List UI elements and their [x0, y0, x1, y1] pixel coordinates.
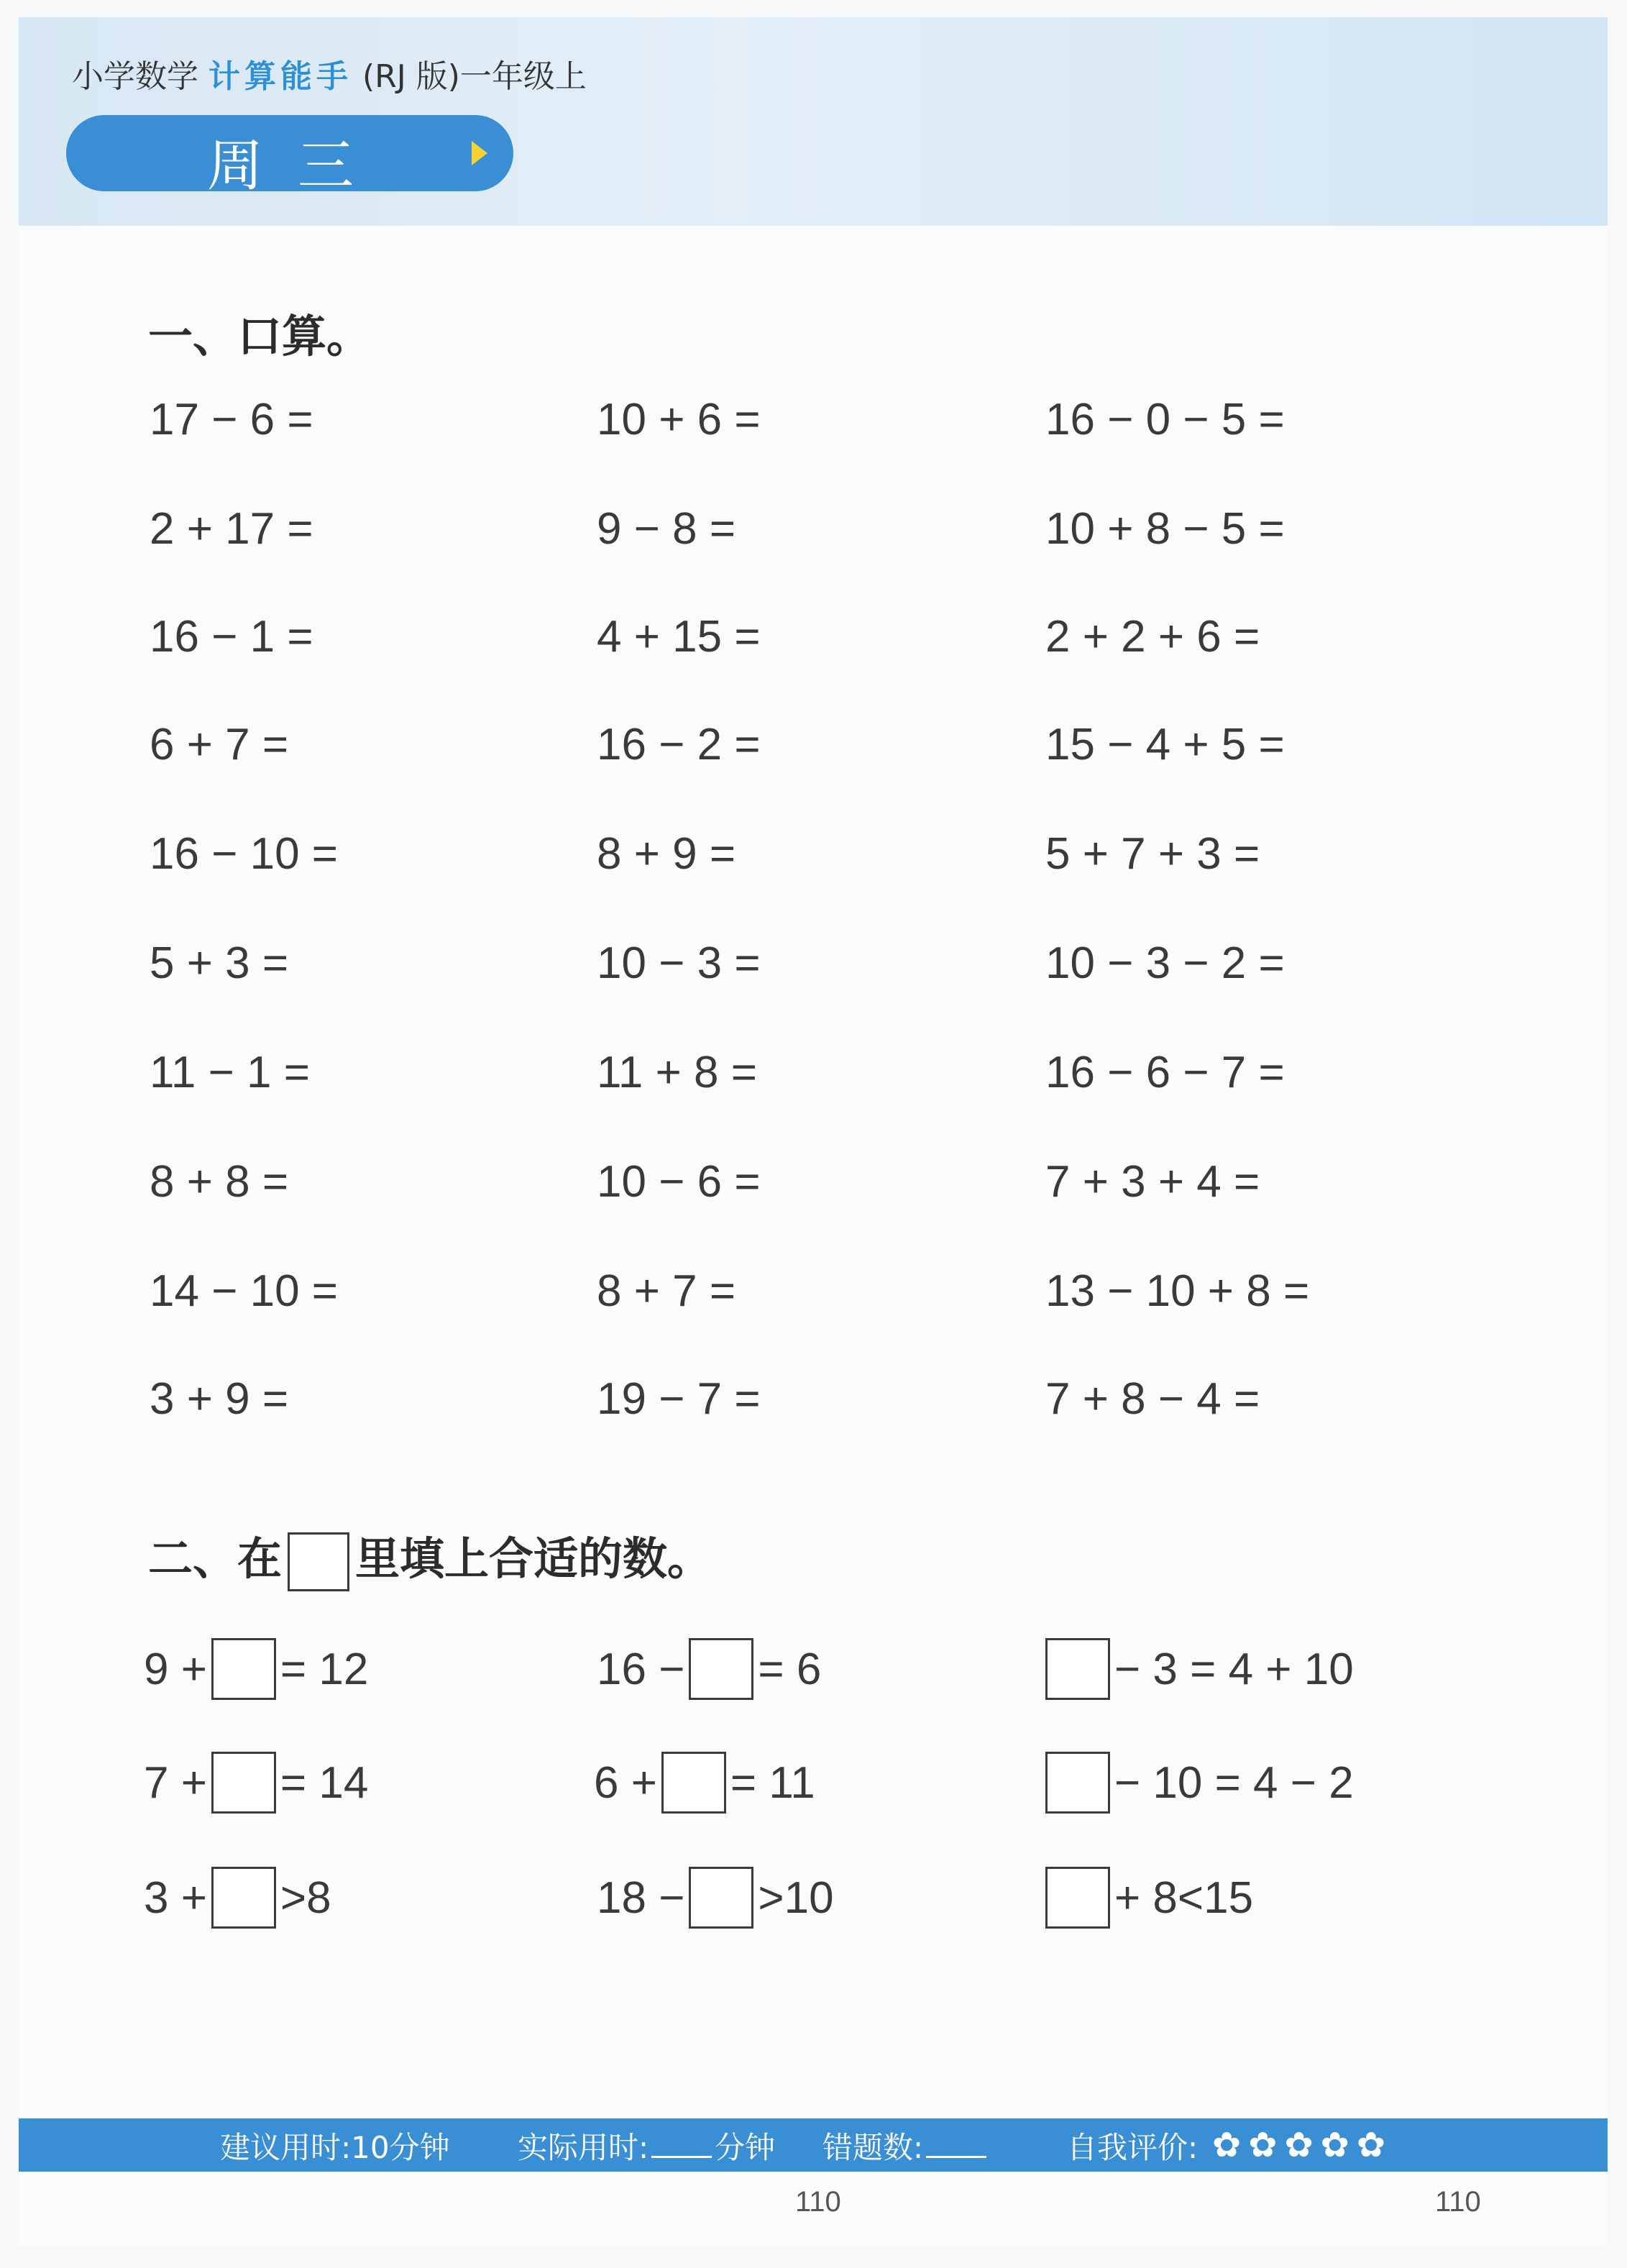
book-brand: 计算能手 — [208, 58, 352, 95]
self-evaluation-label: 自我评价: — [1067, 2130, 1199, 2165]
mental-math-problem: 10 + 8 − 5 = — [1045, 504, 1285, 554]
section-2-title-after: 里填上合适的数。 — [355, 1532, 712, 1585]
page-number-right: 110 — [1435, 2186, 1481, 2218]
fill-before: 3 + — [144, 1873, 207, 1923]
fill-in-problem — [597, 1865, 834, 1930]
answer-box[interactable] — [1045, 1638, 1110, 1700]
flower-star-icon[interactable]: ✿ — [1356, 2125, 1386, 2165]
answer-box[interactable] — [1045, 1752, 1110, 1814]
fill-before: 6 + — [594, 1757, 657, 1808]
book-prefix: 小学数学 — [72, 58, 198, 95]
mental-math-problem: 3 + 9 = — [150, 1374, 289, 1424]
mental-math-problem: 2 + 17 = — [150, 504, 313, 554]
error-count-label: 错题数: — [822, 2130, 924, 2165]
mental-math-problem: 9 − 8 = — [597, 504, 736, 554]
page-number-center: 110 — [795, 2186, 841, 2218]
section-1-title: 一、口算。 — [148, 310, 372, 362]
answer-box[interactable] — [689, 1867, 753, 1929]
fill-after: >10 — [758, 1873, 834, 1923]
mental-math-problem: 8 + 9 = — [597, 829, 736, 879]
mental-math-problem: 4 + 15 = — [597, 612, 761, 662]
answer-box[interactable] — [211, 1752, 276, 1814]
answer-box[interactable] — [661, 1752, 726, 1814]
section-2-title — [148, 1523, 712, 1591]
mental-math-problem: 8 + 8 = — [150, 1157, 289, 1207]
answer-box[interactable] — [1045, 1867, 1110, 1929]
flower-star-icon[interactable]: ✿ — [1320, 2125, 1349, 2165]
actual-time-unit: 分钟 — [715, 2130, 776, 2165]
answer-box[interactable] — [689, 1638, 753, 1700]
fill-after: = 12 — [280, 1644, 369, 1694]
fill-after: − 3 = 4 + 10 — [1114, 1644, 1354, 1694]
mental-math-problem: 16 − 2 = — [597, 720, 761, 769]
fill-before: 16 − — [597, 1644, 685, 1694]
fill-after: >8 — [280, 1873, 331, 1923]
mental-math-problem: 11 + 8 = — [597, 1048, 757, 1097]
actual-time-label: 实际用时: — [518, 2130, 649, 2165]
error-count-blank[interactable] — [926, 2130, 986, 2158]
actual-time-blank[interactable] — [651, 2130, 712, 2158]
triangle-arrow-icon — [472, 141, 487, 165]
mental-math-problem: 17 − 6 = — [150, 395, 313, 444]
mental-math-problem: 14 − 10 = — [150, 1266, 339, 1316]
mental-math-problem: 15 − 4 + 5 = — [1045, 720, 1285, 769]
fill-before: 9 + — [144, 1644, 207, 1694]
mental-math-problem: 7 + 8 − 4 = — [1045, 1374, 1260, 1424]
book-title — [72, 50, 587, 96]
error-count — [822, 2124, 989, 2167]
fill-in-problem — [597, 1637, 821, 1701]
book-suffix: (RJ 版)一年级上 — [362, 58, 587, 95]
mental-math-problem: 8 + 7 = — [597, 1266, 736, 1316]
mental-math-problem: 16 − 6 − 7 = — [1045, 1048, 1285, 1097]
mental-math-problem: 10 − 3 = — [597, 938, 761, 988]
mental-math-problem: 6 + 7 = — [150, 720, 289, 769]
mental-math-problem: 16 − 1 = — [150, 612, 313, 662]
mental-math-problem: 16 − 10 = — [150, 829, 339, 879]
fill-after: = 11 — [730, 1757, 815, 1808]
mental-math-problem: 10 − 6 = — [597, 1157, 761, 1207]
suggested-time: 建议用时:10分钟 — [220, 2130, 450, 2165]
day-label: 周三 — [207, 134, 389, 198]
mental-math-problem: 16 − 0 − 5 = — [1045, 395, 1285, 444]
mental-math-problem: 2 + 2 + 6 = — [1045, 612, 1260, 662]
mental-math-problem: 19 − 7 = — [597, 1374, 761, 1424]
example-answer-box — [288, 1532, 349, 1591]
flower-star-icon[interactable]: ✿ — [1212, 2125, 1242, 2165]
fill-in-problem — [1041, 1750, 1354, 1815]
mental-math-problem: 5 + 7 + 3 = — [1045, 829, 1260, 879]
fill-in-problem — [144, 1750, 368, 1815]
fill-in-problem — [594, 1750, 815, 1815]
fill-after: − 10 = 4 − 2 — [1114, 1757, 1354, 1808]
fill-in-problem — [144, 1865, 331, 1930]
fill-in-problem — [1041, 1865, 1253, 1930]
mental-math-problem: 11 − 1 = — [150, 1048, 310, 1097]
actual-time — [518, 2124, 775, 2167]
fill-before: 7 + — [144, 1757, 207, 1808]
flower-star-icon[interactable]: ✿ — [1248, 2125, 1278, 2165]
day-banner — [66, 115, 513, 198]
answer-box[interactable] — [211, 1638, 276, 1700]
self-evaluation-stars — [1212, 2127, 1385, 2163]
mental-math-problem: 5 + 3 = — [150, 938, 289, 988]
mental-math-problem: 10 + 6 = — [597, 395, 761, 444]
mental-math-problem: 7 + 3 + 4 = — [1045, 1157, 1260, 1207]
fill-after: + 8<15 — [1114, 1873, 1254, 1923]
answer-box[interactable] — [211, 1867, 276, 1929]
fill-after: = 14 — [280, 1757, 369, 1808]
mental-math-problem: 13 − 10 + 8 = — [1045, 1266, 1310, 1316]
fill-in-problem — [144, 1637, 368, 1701]
flower-star-icon[interactable]: ✿ — [1284, 2125, 1314, 2165]
fill-in-problem — [1041, 1637, 1354, 1701]
fill-after: = 6 — [758, 1644, 822, 1694]
mental-math-problem: 10 − 3 − 2 = — [1045, 938, 1285, 988]
section-2-title-before: 二、在 — [148, 1532, 283, 1585]
fill-before: 18 − — [597, 1873, 685, 1923]
